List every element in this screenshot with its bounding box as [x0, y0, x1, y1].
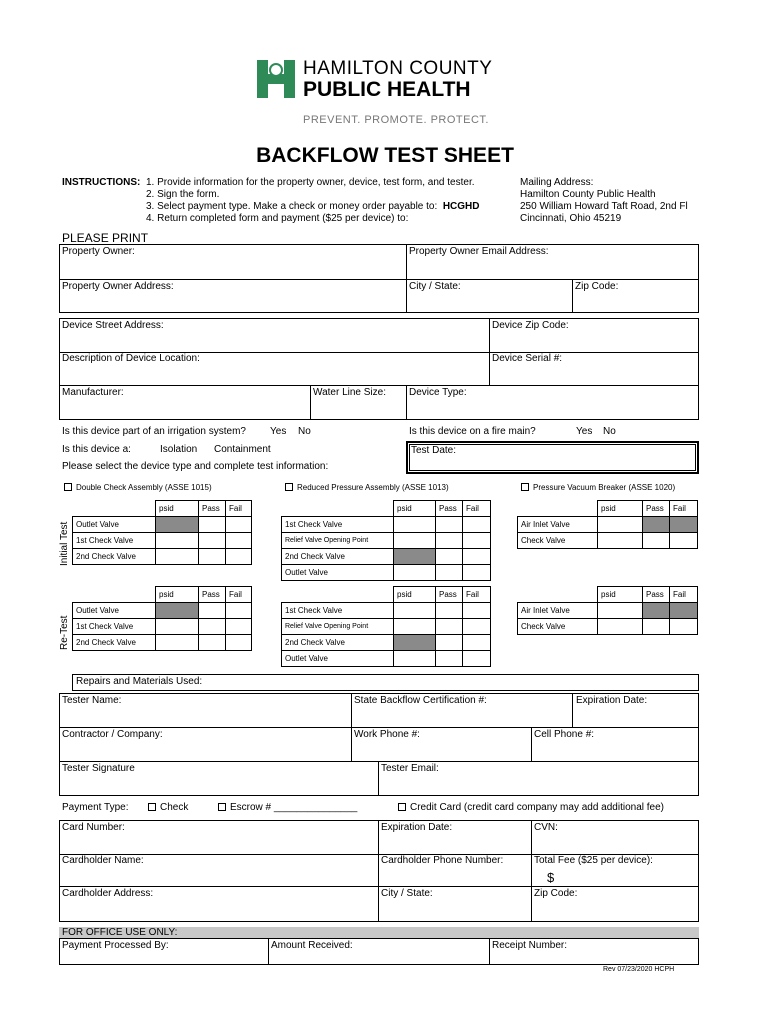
- cardholder-name-field[interactable]: Cardholder Name:: [62, 855, 144, 866]
- hcph-logo-icon: [257, 60, 295, 98]
- instruction-step-3-text: 3. Select payment type. Make a check or money order payable to:: [146, 201, 438, 212]
- test-date-label: Test Date:: [411, 445, 457, 456]
- water-line-field[interactable]: Water Line Size:: [313, 387, 386, 398]
- org-name-line2: PUBLIC HEALTH: [303, 78, 471, 101]
- fail-header: Fail: [670, 587, 698, 603]
- pvb-row-label: Air Inlet Valve: [518, 517, 598, 533]
- cardholder-city-state-field[interactable]: City / State:: [381, 888, 433, 899]
- pvb-checkbox[interactable]: [521, 483, 529, 491]
- cell-phone-field[interactable]: Cell Phone #:: [534, 729, 595, 740]
- org-name-line1: HAMILTON COUNTY: [303, 58, 493, 79]
- dca-initial-table: [72, 500, 252, 565]
- owner-city-state-field[interactable]: City / State:: [409, 281, 461, 292]
- device-serial-field[interactable]: Device Serial #:: [492, 353, 563, 364]
- instructions-label: INSTRUCTIONS:: [62, 177, 141, 188]
- instruction-step-4: 4. Return completed form and payment ($25 per device) to:: [146, 213, 409, 224]
- manufacturer-field[interactable]: Manufacturer:: [62, 387, 124, 398]
- repairs-label: Repairs and Materials Used:: [76, 676, 203, 687]
- device-street-field[interactable]: Device Street Address:: [62, 320, 164, 331]
- device-type-field[interactable]: Device Type:: [409, 387, 467, 398]
- pass-header: Pass: [199, 587, 226, 603]
- mailing-label: Mailing Address:: [520, 177, 594, 188]
- psid-header: psid: [598, 587, 643, 603]
- pvb-initial-table: [517, 500, 698, 549]
- owner-email-field[interactable]: Property Owner Email Address:: [409, 246, 549, 257]
- pvb-row-label: Check Valve: [518, 533, 598, 549]
- psid-header: psid: [598, 501, 643, 517]
- psid-header: psid: [156, 587, 199, 603]
- containment-option[interactable]: Containment: [214, 444, 271, 455]
- payment-escrow-option[interactable]: [218, 802, 357, 813]
- payment-type-label: Payment Type:: [62, 802, 129, 813]
- fail-header: Fail: [226, 501, 252, 517]
- rpa-row-label: 2nd Check Valve: [282, 549, 394, 565]
- psid-header: psid: [156, 501, 199, 517]
- mailing-line-2: 250 William Howard Taft Road, 2nd Fl: [520, 201, 688, 212]
- page-title: BACKFLOW TEST SHEET: [256, 144, 514, 167]
- rpa-row-label: Outlet Valve: [282, 565, 394, 581]
- rpa-row-label: 1st Check Valve: [282, 517, 394, 533]
- dca-label: Double Check Assembly (ASSE 1015): [76, 483, 212, 492]
- cardholder-address-field[interactable]: Cardholder Address:: [62, 888, 154, 899]
- dca-row-label: 1st Check Valve: [73, 619, 156, 635]
- please-print: PLEASE PRINT: [62, 231, 149, 245]
- pass-header: Pass: [643, 501, 670, 517]
- payment-credit-option[interactable]: [398, 802, 664, 813]
- payment-check-label: Check: [160, 802, 189, 813]
- dca-option[interactable]: [64, 483, 212, 492]
- pvb-retest-table: [517, 586, 698, 635]
- logo: [257, 60, 297, 100]
- rpa-row-label: 1st Check Valve: [282, 603, 394, 619]
- pass-header: Pass: [199, 501, 226, 517]
- dca-row-label: 1st Check Valve: [73, 533, 156, 549]
- instruction-step-1: 1. Provide information for the property owner, device, test form, and tester.: [146, 177, 475, 188]
- instruction-step-3: [146, 201, 480, 212]
- owner-address-field[interactable]: Property Owner Address:: [62, 281, 174, 292]
- payment-credit-label: Credit Card (credit card company may add additional fee): [410, 802, 665, 813]
- rpa-row-label: Relief Valve Opening Point: [282, 533, 394, 549]
- payment-check-option[interactable]: [148, 802, 188, 813]
- psid-header: psid: [394, 501, 436, 517]
- retest-label: Re-Test: [59, 615, 70, 650]
- escrow-checkbox[interactable]: [218, 803, 226, 811]
- device-location-field[interactable]: Description of Device Location:: [62, 353, 200, 364]
- payment-escrow-label: Escrow # _______________: [230, 802, 358, 813]
- property-owner-field[interactable]: Property Owner:: [62, 246, 135, 257]
- irrigation-question: Is this device part of an irrigation system?: [62, 426, 246, 437]
- rpa-row-label: Outlet Valve: [282, 651, 394, 667]
- payable-to: HCGHD: [442, 201, 480, 212]
- fail-header: Fail: [226, 587, 252, 603]
- psid-header: psid: [394, 587, 436, 603]
- isolation-option[interactable]: Isolation: [160, 444, 198, 455]
- pass-header: Pass: [436, 501, 463, 517]
- rpa-retest-table: [281, 586, 491, 667]
- rpa-label: Reduced Pressure Assembly (ASSE 1013): [297, 483, 449, 492]
- tester-signature-field[interactable]: Tester Signature: [62, 763, 135, 774]
- tester-section: [59, 693, 699, 796]
- initial-test-label: Initial Test: [59, 521, 70, 566]
- processed-by-field[interactable]: Payment Processed By:: [62, 940, 169, 951]
- pvb-row-label: Check Valve: [518, 619, 598, 635]
- cardholder-zip-field[interactable]: Zip Code:: [534, 888, 578, 899]
- card-number-field[interactable]: Card Number:: [62, 822, 125, 833]
- rpa-checkbox[interactable]: [285, 483, 293, 491]
- pass-header: Pass: [436, 587, 463, 603]
- rpa-row-label: Relief Valve Opening Point: [282, 619, 394, 635]
- cert-expiration-field[interactable]: Expiration Date:: [576, 695, 648, 706]
- fire-main-question: Is this device on a fire main?: [409, 426, 536, 437]
- dca-row-label: 2nd Check Valve: [73, 549, 156, 565]
- receipt-number-field[interactable]: Receipt Number:: [492, 940, 568, 951]
- dollar-sign: $: [547, 870, 555, 885]
- check-checkbox[interactable]: [148, 803, 156, 811]
- amount-received-field[interactable]: Amount Received:: [271, 940, 353, 951]
- device-zip-field[interactable]: Device Zip Code:: [492, 320, 569, 331]
- tester-email-field[interactable]: Tester Email:: [381, 763, 439, 774]
- fire-main-no[interactable]: No: [603, 426, 616, 437]
- cardholder-phone-field[interactable]: Cardholder Phone Number:: [381, 855, 504, 866]
- dca-row-label: 2nd Check Valve: [73, 635, 156, 651]
- office-use-header: FOR OFFICE USE ONLY:: [62, 927, 178, 938]
- contractor-field[interactable]: Contractor / Company:: [62, 729, 163, 740]
- cvn-field[interactable]: CVN:: [534, 822, 558, 833]
- fail-header: Fail: [463, 587, 491, 603]
- select-device-note: Please select the device type and complete test information:: [62, 461, 329, 472]
- fail-header: Fail: [463, 501, 491, 517]
- tester-name-field[interactable]: Tester Name:: [62, 695, 122, 706]
- dca-row-label: Outlet Valve: [73, 603, 156, 619]
- pvb-row-label: Air Inlet Valve: [518, 603, 598, 619]
- certification-field[interactable]: State Backflow Certification #:: [354, 695, 487, 706]
- instruction-step-2: 2. Sign the form.: [146, 189, 220, 200]
- rpa-row-label: 2nd Check Valve: [282, 635, 394, 651]
- dca-retest-table: [72, 586, 252, 651]
- rpa-option[interactable]: [285, 483, 449, 492]
- irrigation-no[interactable]: No: [298, 426, 311, 437]
- card-expiration-field[interactable]: Expiration Date:: [381, 822, 453, 833]
- credit-checkbox[interactable]: [398, 803, 406, 811]
- dca-checkbox[interactable]: [64, 483, 72, 491]
- total-fee-field[interactable]: Total Fee ($25 per device):: [534, 855, 653, 866]
- mailing-line-3: Cincinnati, Ohio 45219: [520, 213, 622, 224]
- tagline: PREVENT. PROMOTE. PROTECT.: [303, 114, 489, 126]
- irrigation-yes[interactable]: Yes: [270, 426, 287, 437]
- revision-note: Rev 07/23/2020 HCPH: [603, 966, 675, 973]
- fire-main-yes[interactable]: Yes: [576, 426, 593, 437]
- card-section: [59, 820, 699, 922]
- device-a-question: Is this device a:: [62, 444, 131, 455]
- dca-row-label: Outlet Valve: [73, 517, 156, 533]
- work-phone-field[interactable]: Work Phone #:: [354, 729, 420, 740]
- pvb-option[interactable]: [521, 483, 675, 492]
- fail-header: Fail: [670, 501, 698, 517]
- pvb-label: Pressure Vacuum Breaker (ASSE 1020): [533, 483, 676, 492]
- owner-zip-field[interactable]: Zip Code:: [575, 281, 619, 292]
- pass-header: Pass: [643, 587, 670, 603]
- device-section: [59, 318, 699, 420]
- rpa-initial-table: [281, 500, 491, 581]
- mailing-line-1: Hamilton County Public Health: [520, 189, 656, 200]
